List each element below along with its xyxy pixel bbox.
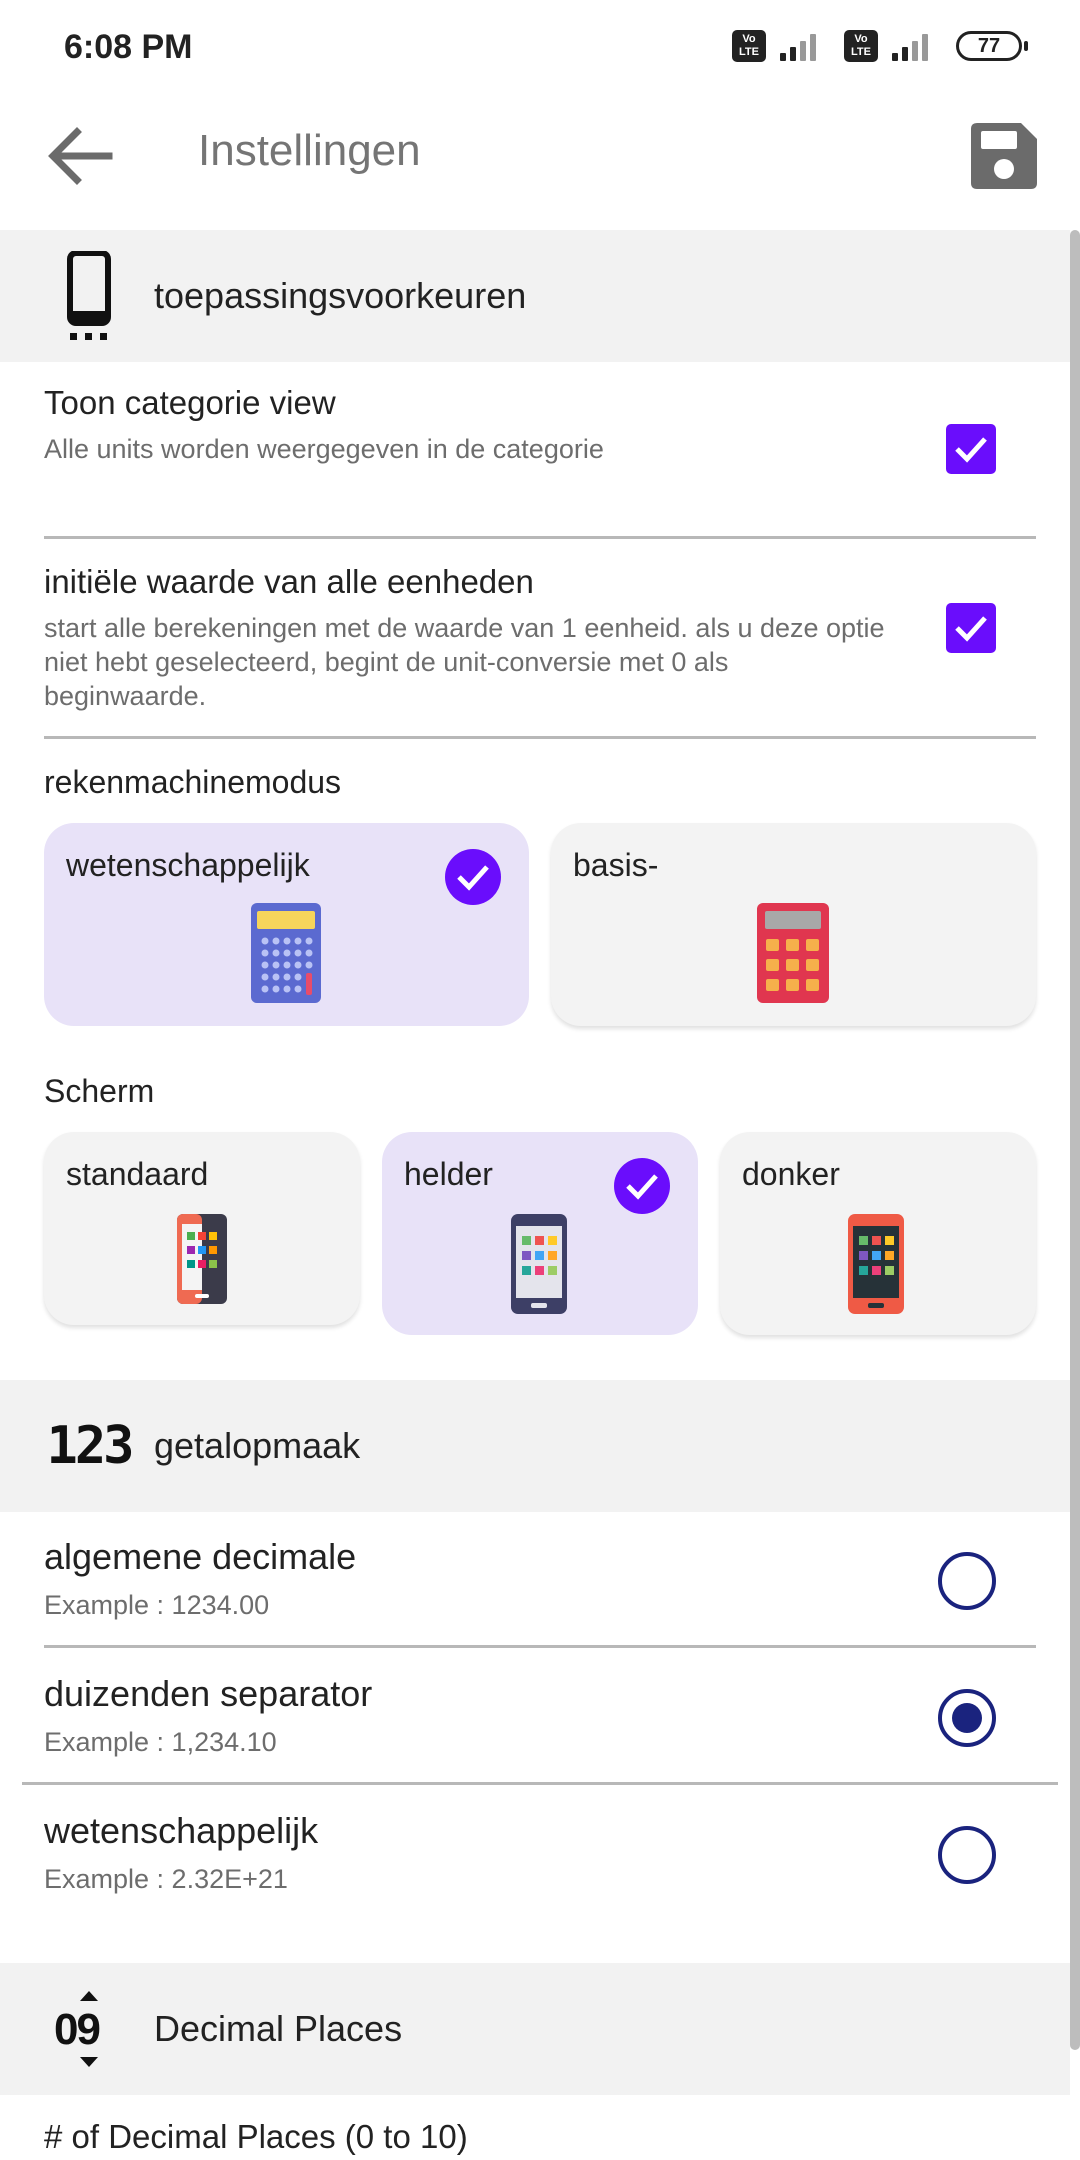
radio-example: Example : 1234.00	[44, 1590, 270, 1620]
phone-dark-theme-icon	[848, 1214, 904, 1319]
phone-default-theme-icon	[177, 1214, 227, 1309]
section-title: Decimal Places	[154, 2008, 403, 2049]
floppy-disk-icon	[969, 121, 1039, 191]
card-label: basis-	[573, 847, 659, 883]
show-category-checkbox[interactable]	[946, 424, 996, 474]
back-button[interactable]	[40, 116, 120, 196]
battery-icon: 77	[956, 31, 1022, 61]
radio-example: Example : 2.32E+21	[44, 1864, 288, 1894]
status-bar	[0, 0, 1080, 96]
calculator-mode-label: rekenmachinemodus	[44, 764, 342, 800]
radio-button[interactable]	[938, 1826, 996, 1884]
card-label: helder	[404, 1156, 493, 1192]
pref-title: Toon categorie view	[44, 384, 336, 421]
signal-icon	[892, 31, 928, 61]
section-header-decimal-places	[0, 1963, 1070, 2095]
phone-light-theme-icon	[511, 1214, 567, 1319]
section-header-app-prefs	[0, 230, 1070, 362]
selected-check-icon	[445, 849, 501, 905]
screen-standard-card[interactable]	[44, 1132, 360, 1325]
volte-icon: Vo LTE	[732, 30, 766, 62]
screen-bright-card[interactable]	[382, 1132, 698, 1335]
checkmark-icon	[953, 434, 989, 464]
initial-value-checkbox[interactable]	[946, 603, 996, 653]
number-format-thousands-separator[interactable]	[44, 1673, 1036, 1758]
section-header-number-format	[0, 1380, 1070, 1512]
divider	[44, 1645, 1036, 1648]
pref-title: initiële waarde van alle eenheden	[44, 563, 534, 600]
smartphone-icon	[44, 246, 134, 346]
scrollbar[interactable]	[1070, 230, 1080, 2050]
calc-mode-scientific-card[interactable]	[44, 823, 529, 1026]
card-label: wetenschappelijk	[66, 847, 310, 883]
radio-button[interactable]	[938, 1689, 996, 1747]
radio-title: wetenschappelijk	[44, 1810, 319, 1851]
decimal-places-label: # of Decimal Places (0 to 10)	[44, 2118, 468, 2155]
screen-dark-card[interactable]	[720, 1132, 1036, 1335]
pref-subtitle: Alle units worden weergegeven in de categorie	[44, 434, 604, 464]
signal-icon	[780, 31, 816, 61]
number-format-scientific[interactable]	[44, 1810, 1036, 1895]
section-title: getalopmaak	[154, 1425, 361, 1466]
scientific-calculator-icon	[251, 903, 321, 1008]
screen-label: Scherm	[44, 1073, 155, 1109]
numbers-123-icon: 123	[46, 1416, 132, 1476]
status-icons	[732, 30, 1022, 62]
save-button[interactable]	[964, 116, 1044, 196]
checkmark-icon	[953, 613, 989, 643]
divider	[44, 536, 1036, 539]
page-title: Instellingen	[198, 126, 421, 175]
calc-mode-basic-card[interactable]	[551, 823, 1036, 1026]
arrow-back-icon	[47, 126, 113, 186]
section-title: toepassingsvoorkeuren	[154, 275, 527, 316]
card-label: standaard	[66, 1156, 209, 1192]
card-label: donker	[742, 1156, 840, 1192]
divider	[22, 1782, 1058, 1785]
status-time: 6:08 PM	[64, 28, 193, 66]
selected-check-icon	[614, 1158, 670, 1214]
radio-button[interactable]	[938, 1552, 996, 1610]
volte-icon: Vo LTE	[844, 30, 878, 62]
pref-initial-value[interactable]	[44, 563, 1036, 713]
radio-example: Example : 1,234.10	[44, 1727, 277, 1757]
divider	[44, 736, 1036, 739]
pref-subtitle: start alle berekeningen met de waarde van 1 eenheid. als u deze optie niet hebt geselecteerd, begint de unit-conversie met 0 als beginwaarde.	[44, 613, 885, 711]
basic-calculator-icon	[757, 903, 829, 1008]
number-format-general-decimal[interactable]	[44, 1536, 1036, 1621]
app-bar	[0, 96, 1080, 230]
radio-title: duizenden separator	[44, 1673, 373, 1714]
decimal-places-09-icon: 09	[44, 1979, 134, 2079]
pref-show-category[interactable]	[44, 384, 1036, 466]
radio-title: algemene decimale	[44, 1536, 357, 1577]
